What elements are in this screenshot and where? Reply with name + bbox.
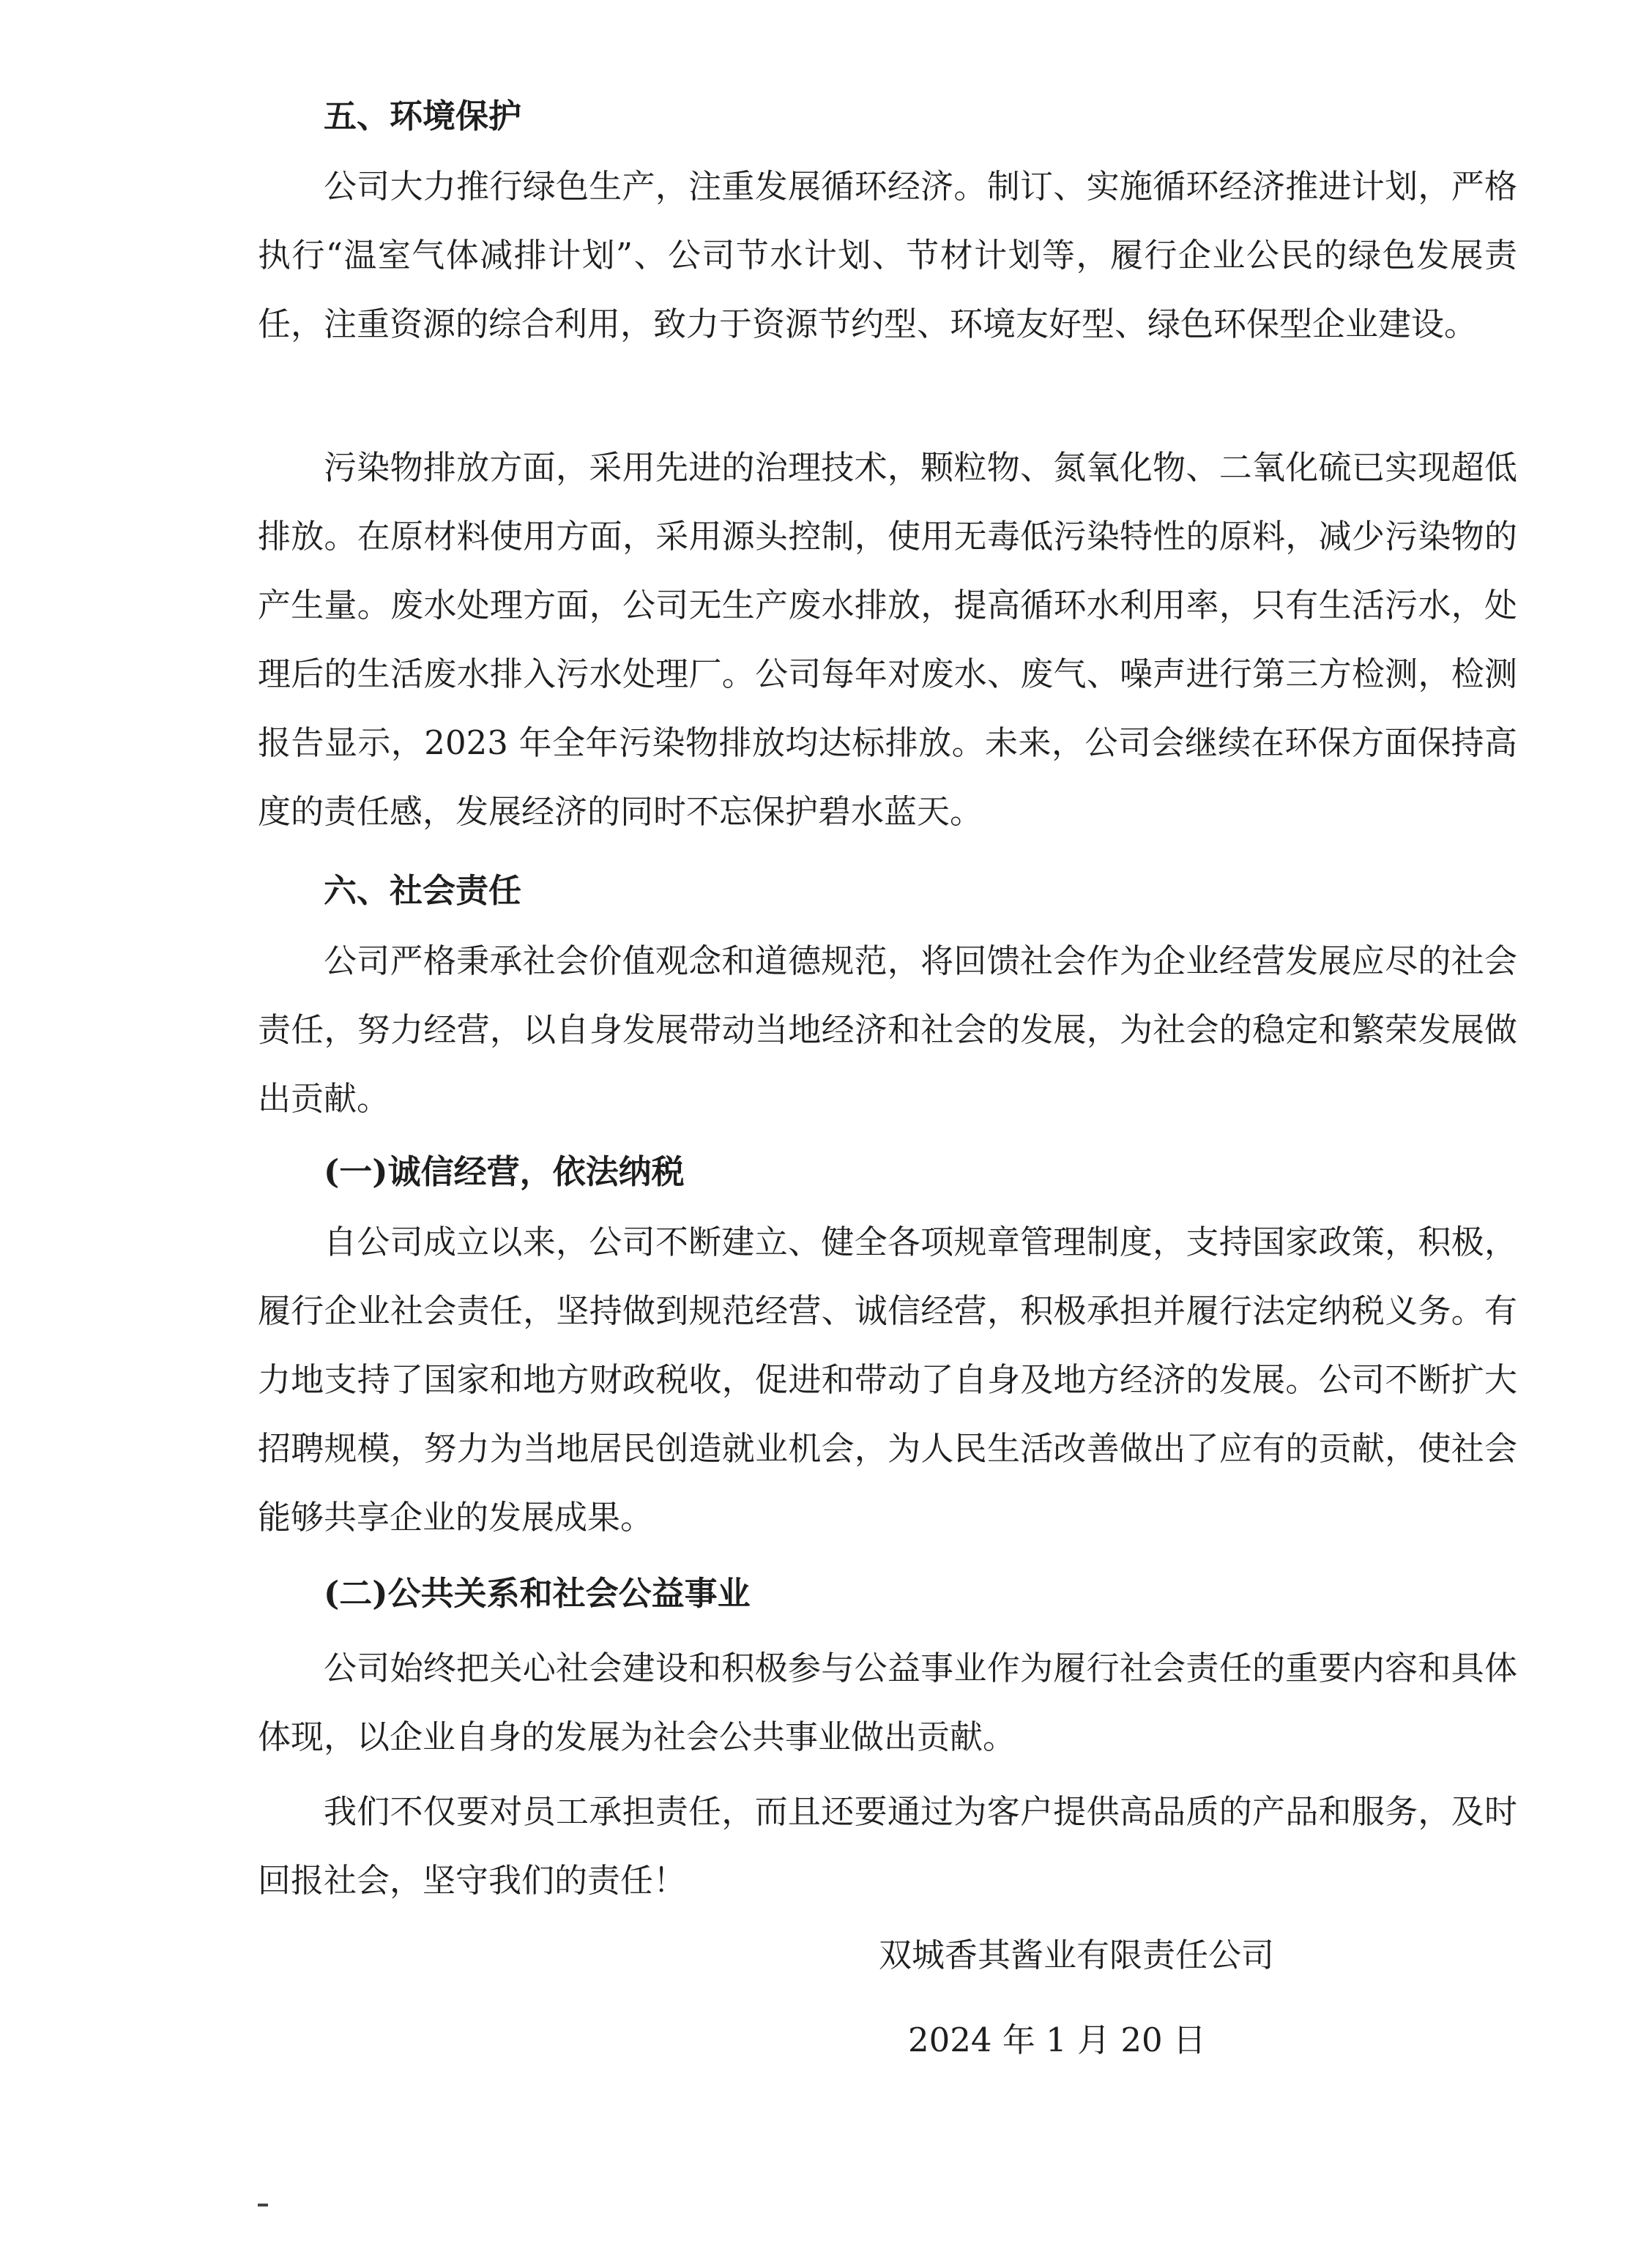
paragraph-public-welfare-1: 公司始终把关心社会建设和积极参与公益事业作为履行社会责任的重要内容和具体体现，以企业自身的发展为社会公共事业做出贡献。 — [258, 1649, 1517, 1756]
subsection-heading-public-welfare: (二)公共关系和社会公益事业 — [324, 1574, 751, 1613]
paragraph-public-welfare-2: 我们不仅要对员工承担责任，而且还要通过为客户提供高品质的产品和服务，及时回报社会，坚守我们的责任！ — [258, 1792, 1517, 1900]
paragraph-environment-2: 污染物排放方面，采用先进的治理技术，颗粒物、氮氧化物、二氧化硫已实现超低排放。在原材料使用方面，采用源头控制，使用无毒低污染特性的原料，减少污染物的产生量。废水处理方面，公司无生产废水排放，提高循环水利用率，只有生活污水，处理后的生活废水排入污水处理厂。公司每年对废水、废气、噪声进行第三方检测，检测报告显示，2023 年全年污染物排放均达标排放。未来，公司会继续在环保方面保持高度的责任感，发展经济的同时不忘保护碧水蓝天。 — [258, 448, 1517, 831]
subsection-heading-integrity: (一)诚信经营，依法纳税 — [324, 1152, 685, 1191]
signature-date: 2024 年 1 月 20 日 — [908, 2021, 1206, 2059]
section-heading-social: 六、社会责任 — [324, 871, 522, 910]
page-mark — [258, 2204, 268, 2207]
signature-company: 双城香其酱业有限责任公司 — [879, 1936, 1275, 1974]
section-heading-environment: 五、环境保护 — [324, 97, 522, 135]
paragraph-integrity-1: 自公司成立以来，公司不断建立、健全各项规章管理制度，支持国家政策，积极，履行企业社会责任，坚持做到规范经营、诚信经营，积极承担并履行法定纳税义务。有力地支持了国家和地方财政税收，促进和带动了自身及地方经济的发展。公司不断扩大招聘规模，努力为当地居民创造就业机会，为人民生活改善做出了应有的贡献，使社会能够共享企业的发展成果。 — [258, 1223, 1517, 1537]
paragraph-social-1: 公司严格秉承社会价值观念和道德规范，将回馈社会作为企业经营发展应尽的社会责任，努力经营，以自身发展带动当地经济和社会的发展，为社会的稳定和繁荣发展做出贡献。 — [258, 941, 1517, 1118]
paragraph-environment-1: 公司大力推行绿色生产，注重发展循环经济。制订、实施循环经济推进计划，严格执行“温室气体减排计划”、公司节水计划、节材计划等，履行企业公民的绿色发展责任，注重资源的综合利用，致力于资源节约型、环境友好型、绿色环保型企业建设。 — [258, 167, 1517, 343]
